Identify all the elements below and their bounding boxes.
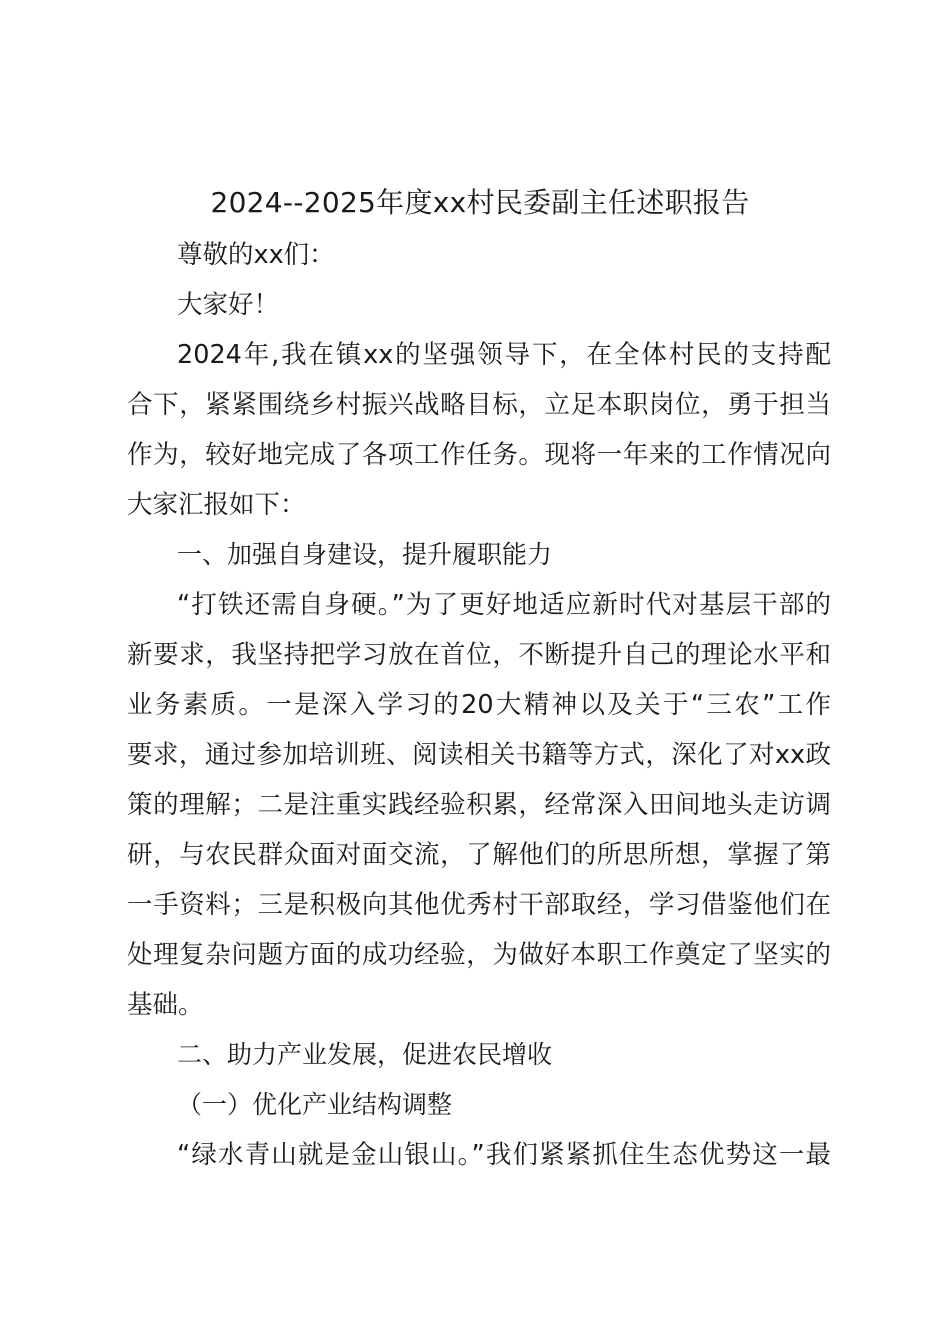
body-paragraph-line: 研，与农民群众面对面交流，了解他们的所思所想，掌握了第 [127,840,831,870]
body-paragraph-line: 新要求，我坚持把学习放在首位，不断提升自己的理论水平和 [127,640,831,670]
subsection-heading: （一）优化产业结构调整 [177,1090,453,1119]
greeting: 大家好！ [177,290,280,320]
intro-paragraph-line: 2024年,我在镇xx的坚强领导下，在全体村民的支持配 [177,340,831,370]
section-heading: 一、加强自身建设，提升履职能力 [177,540,553,569]
section-heading: 二、助力产业发展，促进农民增收 [177,1040,553,1069]
body-paragraph-line: 业务素质。一是深入学习的20大精神以及关于“三农”工作 [127,690,831,720]
body-paragraph-line: 一手资料；三是积极向其他优秀村干部取经，学习借鉴他们在 [127,890,831,920]
intro-paragraph-line: 作为，较好地完成了各项工作任务。现将一年来的工作情况向 [127,440,831,470]
body-paragraph-line: “打铁还需自身硬。”为了更好地适应新时代对基层干部的 [177,590,831,620]
body-paragraph-line: 要求，通过参加培训班、阅读相关书籍等方式，深化了对xx政 [127,740,831,770]
document-title: 2024--2025年度xx村民委副主任述职报告 [210,186,750,219]
body-paragraph-line: 基础。 [127,990,204,1020]
intro-paragraph-line: 合下，紧紧围绕乡村振兴战略目标，立足本职岗位，勇于担当 [127,390,831,420]
intro-paragraph-line: 大家汇报如下： [127,490,306,520]
body-paragraph-line: 策的理解；二是注重实践经验积累，经常深入田间地头走访调 [127,790,831,820]
body-paragraph-line: “绿水青山就是金山银山。”我们紧紧抓住生态优势这一最 [177,1140,831,1170]
body-paragraph-line: 处理复杂问题方面的成功经验，为做好本职工作奠定了坚实的 [127,940,831,970]
salutation: 尊敬的xx们： [177,240,335,270]
